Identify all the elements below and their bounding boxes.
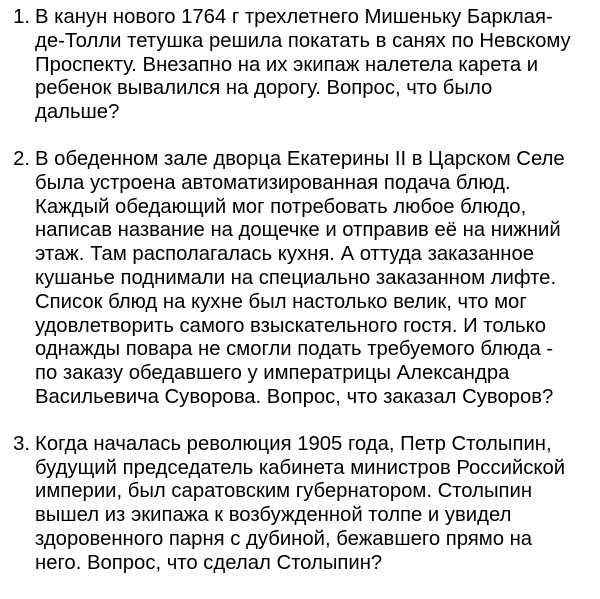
text-line: по заказу обедавшего у императрицы Александра bbox=[35, 362, 510, 385]
text-line: Когда началась революция 1905 года, Петр Столыпин, bbox=[35, 432, 552, 455]
item-number: 1. bbox=[13, 6, 30, 28]
text-line: вышел из экипажа к возбужденной толпе и увидел bbox=[35, 504, 512, 527]
text-line: де-Толли тетушка решила покатать в санях по Невскому bbox=[35, 29, 571, 52]
text-line: Васильевича Суворова. Вопрос, что заказал Суворов? bbox=[35, 385, 554, 408]
text-line: будущий председатель кабинета министров Российской bbox=[35, 456, 566, 479]
text-line: империи, был саратовским губернатором. Столыпин bbox=[35, 480, 533, 503]
text-line: В канун нового 1764 г трехлетнего Мишеньку Барклая- bbox=[35, 6, 553, 28]
text-line: Список блюд на кухне был настолько велик, что мог bbox=[35, 290, 527, 313]
text-line: ребенок вывалился на дорогу. Вопрос, что было bbox=[35, 77, 493, 100]
text-line: кушанье поднимали на специально заказанном лифте. bbox=[35, 266, 557, 289]
item-text bbox=[35, 433, 600, 576]
item-text bbox=[35, 6, 600, 125]
item-number: 2. bbox=[13, 147, 30, 170]
text-line: написав название на дощечке и отправив её на нижний bbox=[35, 219, 561, 242]
text-line: была устроена автоматизированная подача блюд. bbox=[35, 171, 511, 194]
text-line: него. Вопрос, что сделал Столыпин? bbox=[35, 551, 383, 574]
text-line: удовлетворить самого взыскательного гостя. И только bbox=[35, 314, 546, 337]
item-number: 3. bbox=[13, 432, 30, 455]
text-line: этаж. Там располагалась кухня. А оттуда заказанное bbox=[35, 243, 535, 266]
item-text bbox=[35, 148, 600, 410]
text-line: дальше? bbox=[35, 101, 120, 124]
text-line: Каждый обедающий мог потребовать любое блюдо, bbox=[35, 195, 527, 218]
numbered-list bbox=[0, 6, 600, 599]
list-item-2 bbox=[0, 148, 600, 410]
list-item-1 bbox=[0, 6, 600, 125]
text-line: Проспекту. Внезапно на их экипаж налетела карета и bbox=[35, 53, 539, 76]
list-item-3 bbox=[0, 433, 600, 576]
text-line: здоровенного парня с дубиной, бежавшего прямо на bbox=[35, 527, 533, 550]
text-line: однажды повара не смогли подать требуемого блюда - bbox=[35, 338, 554, 361]
text-line: В обеденном зале дворца Екатерины II в Царском Селе bbox=[35, 147, 565, 170]
